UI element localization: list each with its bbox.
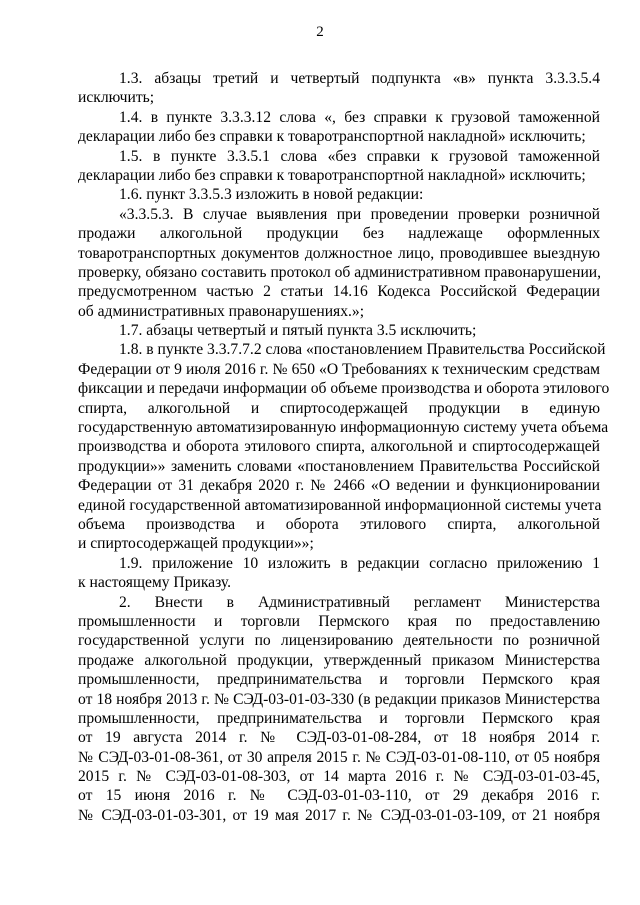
text-line: товаротранспортных документов должностное лицо, проводившее выездную bbox=[78, 244, 600, 262]
text-line: № СЭД-03-01-08-361, от 30 апреля 2015 г. № СЭД-03-01-08-110, от 05 ноября bbox=[78, 748, 600, 766]
text-line: проверку, обязано составить протокол об административном правонарушении, bbox=[78, 263, 602, 281]
text-line: декларации либо без справки к товаротранспортной накладной» исключить; bbox=[78, 128, 586, 146]
text-line: Федерации от 31 декабря 2020 г. № 2466 «О ведении и функционировании bbox=[78, 477, 600, 495]
text-line: декларации либо без справки к товаротранспортной накладной» исключить; bbox=[78, 166, 586, 184]
text-line: промышленности, предпринимательства и торговли Пермского края bbox=[78, 671, 600, 689]
text-line: «3.3.5.3. В случае выявления при проведении проверки розничной bbox=[119, 205, 600, 223]
text-line: промышленности и торговли Пермского края по предоставлению bbox=[78, 612, 600, 630]
text-line: государственную автоматизированную информационную систему учета объема bbox=[78, 419, 609, 437]
text-line: государственной услуги по лицензированию деятельности по розничной bbox=[78, 632, 600, 650]
text-line: к настоящему Приказу. bbox=[78, 574, 232, 592]
text-line: № СЭД-03-01-03-301, от 19 мая 2017 г. № СЭД-03-01-03-109, от 21 ноября bbox=[78, 806, 600, 824]
text-line: объема производства и оборота этилового спирта, алкогольной bbox=[78, 515, 600, 533]
text-line: продажи алкогольной продукции без надлежаще оформленных bbox=[78, 225, 600, 243]
text-line: промышленности, предпринимательства и торговли Пермского края bbox=[78, 709, 600, 727]
text-line: спирта, алкогольной и спиртосодержащей продукции в единую bbox=[78, 399, 600, 417]
text-line: продукции»» заменить словами «постановлением Правительства Российской bbox=[78, 457, 600, 475]
text-line: 1.8. в пункте 3.3.7.7.2 слова «постановлением Правительства Российской bbox=[119, 341, 606, 359]
text-line: продаже алкогольной продукции, утвержденный приказом Министерства bbox=[78, 651, 600, 669]
text-line: 1.3. абзацы третий и четвертый подпункта «в» пункта 3.3.3.5.4 bbox=[119, 70, 600, 87]
text-line: от 15 июня 2016 г. № СЭД-03-01-03-110, от 29 декабря 2016 г. bbox=[78, 787, 600, 805]
page-number: 2 bbox=[316, 24, 324, 40]
text-line: 1.5. в пункте 3.3.5.1 слова «без справки к грузовой таможенной bbox=[119, 147, 600, 165]
text-line: Федерации от 9 июля 2016 г. № 650 «О Требованиях к техническим средствам bbox=[78, 360, 600, 378]
text-line: фиксации и передачи информации об объеме производства и оборота этилового bbox=[78, 380, 610, 398]
text-line: исключить; bbox=[78, 89, 155, 107]
text-line: 1.9. приложение 10 изложить в редакции согласно приложению 1 bbox=[119, 554, 600, 572]
text-line: и спиртосодержащей продукции»»; bbox=[78, 535, 314, 553]
text-line: предусмотренном частью 2 статьи 14.16 Кодекса Российской Федерации bbox=[78, 283, 600, 301]
text-line: об административных правонарушениях.»; bbox=[78, 302, 365, 320]
text-line: 2015 г. № СЭД-03-01-08-303, от 14 марта 2016 г. № СЭД-03-01-03-45, bbox=[78, 768, 600, 786]
text-line: 2. Внести в Административный регламент Министерства bbox=[119, 593, 600, 611]
text-line: 1.4. в пункте 3.3.3.12 слова «, без справки к грузовой таможенной bbox=[119, 108, 600, 126]
text-line: от 18 ноября 2013 г. № СЭД-03-01-03-330 (в редакции приказов Министерства bbox=[78, 690, 600, 708]
text-line: 1.6. пункт 3.3.5.3 изложить в новой редакции: bbox=[119, 186, 424, 204]
document-body bbox=[78, 69, 610, 825]
text-line: единой государственной автоматизированной информационной системы учета bbox=[78, 496, 602, 514]
text-line: производства и оборота этилового спирта, алкогольной и спиртосодержащей bbox=[78, 438, 600, 456]
text-line: от 19 августа 2014 г. № СЭД-03-01-08-284, от 18 ноября 2014 г. bbox=[78, 729, 600, 747]
text-line: 1.7. абзацы четвертый и пятый пункта 3.5 исключить; bbox=[119, 322, 477, 340]
